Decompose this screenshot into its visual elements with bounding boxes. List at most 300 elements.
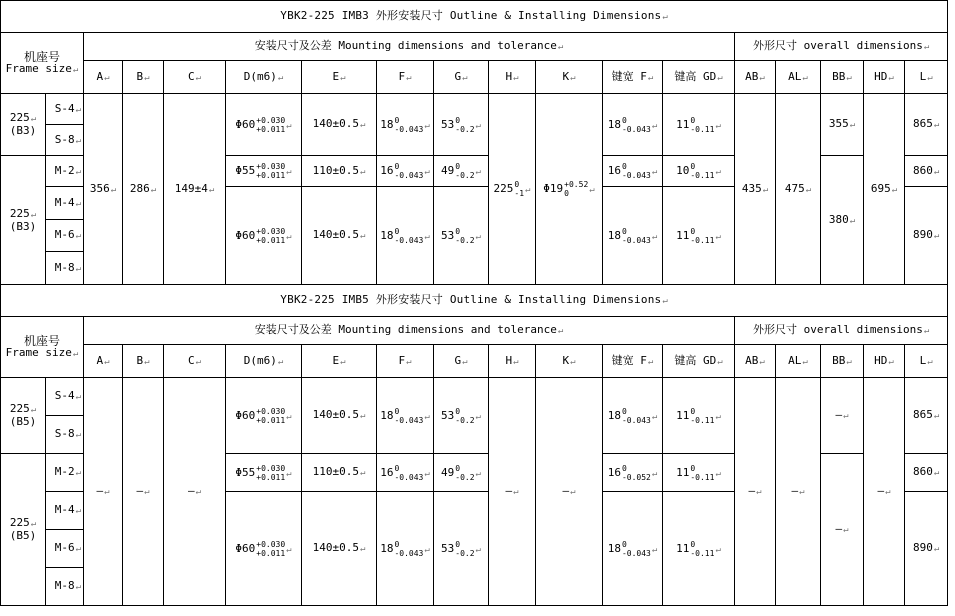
return-mark: ↵ (717, 356, 723, 367)
tolerance-lower: +0.011 (256, 548, 286, 558)
key-depth-g (441, 539, 475, 558)
return-mark: ↵ (927, 356, 933, 367)
value-key-height (663, 94, 735, 156)
cell-text: S-8 (54, 132, 75, 146)
tolerance-lower: -0.043 (621, 548, 651, 558)
cell-text: M-8 (54, 260, 75, 274)
tolerance (455, 464, 474, 482)
return-mark: ↵ (888, 72, 894, 83)
tolerance (622, 116, 651, 134)
key-depth-g (441, 226, 475, 245)
tolerance (455, 227, 474, 245)
tolerance-upper: 0 (455, 115, 461, 125)
tolerance (256, 407, 285, 425)
cell-text: M-6 (54, 541, 75, 554)
col-header-hd (864, 345, 905, 378)
pole-label (46, 378, 84, 416)
return-mark: ↵ (30, 405, 37, 415)
return-mark: ↵ (802, 356, 808, 367)
tolerance (256, 540, 285, 558)
tolerance-upper: 0 (690, 115, 696, 125)
tolerance (455, 116, 474, 134)
return-mark: ↵ (662, 12, 668, 22)
value-k (536, 378, 603, 606)
table-row (1, 345, 948, 378)
tolerance-upper: 0 (394, 406, 400, 416)
return-mark: ↵ (570, 487, 576, 497)
tolerance-upper: +0.030 (256, 406, 286, 416)
cell-text: AL (788, 69, 802, 83)
value-bb (821, 94, 864, 156)
tolerance-lower: 0 (564, 189, 569, 198)
tolerance (622, 162, 651, 180)
value-main: Φ55 (235, 465, 256, 479)
return-mark: ↵ (359, 411, 366, 421)
tolerance (622, 407, 651, 425)
return-mark: ↵ (589, 185, 595, 195)
shaft-diameter (235, 463, 286, 482)
tolerance-lower: -0.2 (455, 415, 475, 425)
return-mark: ↵ (843, 525, 849, 535)
return-mark: ↵ (286, 231, 292, 242)
table-row (1, 317, 948, 345)
tolerance-upper: +0.030 (256, 226, 286, 236)
col-header-c (164, 345, 226, 378)
return-mark: ↵ (104, 72, 110, 83)
cell-text: 110±0.5 (312, 465, 359, 478)
value-l (905, 187, 948, 285)
tolerance-lower: +0.011 (256, 171, 286, 180)
value-g (434, 94, 489, 156)
pole-label (46, 568, 84, 606)
return-mark: ↵ (406, 356, 412, 367)
value-main: Φ60 (235, 228, 256, 242)
pole-label (46, 187, 84, 220)
return-mark: ↵ (647, 356, 654, 367)
value-key-width (603, 454, 663, 492)
tolerance (256, 464, 285, 482)
cell-text: 机座号 (23, 333, 60, 348)
cell-text: — (877, 484, 885, 497)
tolerance-upper: 0 (621, 539, 627, 549)
frame-en-label (1, 63, 83, 76)
tolerance-upper: 0 (621, 463, 627, 473)
value-main: 53 (441, 408, 455, 422)
value-main: 16 (607, 164, 621, 177)
return-mark: ↵ (104, 487, 110, 497)
value-c (164, 94, 226, 285)
cell-text: 外形尺寸 overall dimensions (753, 323, 923, 336)
value-key-width (603, 156, 663, 187)
cell-text: (B3) (9, 124, 37, 137)
return-mark: ↵ (359, 468, 366, 478)
value-main: 18 (607, 228, 621, 242)
value-main: 53 (441, 117, 455, 131)
tolerance (455, 407, 474, 425)
tolerance-upper: 0 (514, 180, 520, 189)
return-mark: ↵ (195, 72, 202, 83)
value-f (377, 378, 434, 454)
tolerance-lower: -0.11 (690, 124, 715, 134)
value-b (123, 378, 164, 606)
cell-text: F (398, 353, 406, 367)
tolerance (622, 227, 651, 245)
cell-text: 435 (741, 181, 762, 195)
value-l (905, 156, 948, 187)
shaft-diameter (235, 162, 286, 180)
cell-text: E (332, 353, 340, 367)
tolerance (690, 464, 714, 482)
key-width-overall (607, 406, 651, 425)
tolerance-lower: -0.2 (455, 124, 475, 134)
cell-text: S-4 (54, 389, 75, 402)
value-main: 49 (441, 465, 455, 479)
col-header-al (776, 61, 821, 94)
tolerance-lower: -0.043 (394, 171, 424, 180)
pole-label (46, 252, 84, 285)
cell-text: M-4 (54, 195, 75, 209)
value-main: 49 (441, 164, 455, 177)
return-mark: ↵ (75, 198, 81, 209)
value-key-width (603, 492, 663, 606)
cell-text: H (505, 353, 513, 367)
col-header-e (302, 345, 377, 378)
key-height-overall (676, 226, 715, 245)
return-mark: ↵ (195, 487, 202, 497)
value-key-width (603, 94, 663, 156)
table-title-text: YBK2-225 IMB5 外形安装尺寸 Outline & Installing Dimensions (280, 293, 662, 306)
cell-text: — (748, 484, 756, 497)
cell-text: M-4 (54, 503, 75, 516)
value-f (377, 492, 434, 606)
return-mark: ↵ (651, 231, 658, 242)
tolerance (690, 227, 714, 245)
tolerance-upper: 0 (690, 406, 696, 416)
cell-text: 安装尺寸及公差 Mounting dimensions and tolerance (254, 323, 557, 336)
return-mark: ↵ (759, 356, 765, 367)
value-d-m6 (226, 187, 302, 285)
key-height-overall (676, 539, 715, 558)
return-mark: ↵ (475, 544, 481, 555)
cell-text: 键宽 F (611, 353, 647, 367)
return-mark: ↵ (651, 544, 658, 555)
return-mark: ↵ (424, 544, 430, 555)
cell-text: D(m6) (243, 69, 277, 83)
return-mark: ↵ (72, 64, 79, 75)
col-header-ab (735, 345, 776, 378)
cell-text: 键高 GD (674, 69, 717, 83)
return-mark: ↵ (759, 72, 765, 83)
return-mark: ↵ (557, 42, 564, 52)
tolerance-upper: 0 (690, 226, 696, 236)
return-mark: ↵ (715, 468, 721, 479)
value-f (377, 94, 434, 156)
col-header-k (536, 345, 603, 378)
return-mark: ↵ (647, 72, 654, 83)
key-width-overall (607, 463, 651, 482)
value-main: 16 (380, 465, 394, 479)
cell-text: AB (745, 69, 759, 83)
key-height-overall (676, 115, 715, 134)
key-width-f (380, 539, 424, 558)
cell-text: 225 (9, 516, 30, 529)
cell-text: L (919, 353, 927, 367)
tolerance-upper: 0 (394, 162, 400, 171)
return-mark: ↵ (30, 114, 37, 124)
cell-text: F (398, 69, 406, 83)
return-mark: ↵ (802, 72, 808, 83)
value-g (434, 187, 489, 285)
tolerance-upper: +0.52 (564, 180, 589, 189)
value-main: Φ55 (235, 164, 256, 177)
cell-text: HD (874, 69, 888, 83)
return-mark: ↵ (513, 72, 519, 83)
tolerance-lower: -0.2 (455, 548, 475, 558)
return-mark: ↵ (715, 411, 721, 422)
value-ab (735, 378, 776, 606)
tolerance-upper: 0 (455, 463, 461, 473)
return-mark: ↵ (424, 231, 430, 242)
return-mark: ↵ (923, 326, 930, 336)
cell-text: 225 (9, 402, 30, 415)
tolerance-upper: +0.030 (256, 115, 286, 125)
cell-text: 机座号 (23, 49, 60, 64)
return-mark: ↵ (277, 356, 284, 367)
cell-text: 键宽 F (611, 69, 647, 83)
tolerance-upper: 0 (455, 539, 461, 549)
return-mark: ↵ (475, 167, 481, 177)
cell-text: BB (832, 353, 846, 367)
cell-text: BB (832, 69, 846, 83)
return-mark: ↵ (933, 411, 940, 421)
tolerance-lower: -0.043 (394, 472, 424, 482)
return-mark: ↵ (570, 356, 576, 367)
key-height-overall (676, 406, 715, 425)
tolerance (256, 116, 285, 134)
key-depth-g (441, 115, 475, 134)
return-mark: ↵ (843, 411, 849, 421)
return-mark: ↵ (475, 411, 481, 422)
table-title (1, 285, 948, 317)
return-mark: ↵ (359, 544, 366, 554)
tolerance-upper: 0 (394, 463, 400, 473)
return-mark: ↵ (462, 72, 468, 83)
cell-text: M-2 (54, 465, 75, 478)
return-mark: ↵ (923, 42, 930, 52)
value-main: 18 (380, 408, 394, 422)
value-f (377, 187, 434, 285)
tolerance-upper: 0 (621, 115, 627, 125)
return-mark: ↵ (286, 167, 292, 177)
pole-label (46, 416, 84, 454)
return-mark: ↵ (651, 468, 658, 479)
col-header-key-width (603, 61, 663, 94)
cell-text: G (454, 69, 462, 83)
value-main: 18 (380, 117, 394, 131)
value-main: 11 (676, 228, 690, 242)
cell-text: 380 (828, 212, 849, 226)
tolerance (394, 407, 423, 425)
col-header-bb (821, 61, 864, 94)
value-main: 16 (380, 164, 394, 177)
value-l (905, 492, 948, 606)
value-al (776, 378, 821, 606)
cell-text: AL (788, 353, 802, 367)
value-e (302, 94, 377, 156)
cell-text: — (791, 484, 799, 497)
return-mark: ↵ (144, 356, 150, 367)
value-a (84, 94, 123, 285)
col-header-key-width (603, 345, 663, 378)
value-key-height (663, 156, 735, 187)
return-mark: ↵ (195, 356, 202, 367)
tolerance (622, 464, 651, 482)
value-d-m6 (226, 94, 302, 156)
value-h (489, 378, 536, 606)
value-key-width (603, 187, 663, 285)
value-ab (735, 94, 776, 285)
value-key-height (663, 187, 735, 285)
table-title-text: YBK2-225 IMB3 外形安装尺寸 Outline & Installing Dimensions (280, 9, 662, 22)
return-mark: ↵ (359, 166, 366, 177)
col-header-b (123, 345, 164, 378)
table-row (1, 1, 948, 33)
value-b (123, 94, 164, 285)
tolerance-upper: 0 (455, 406, 461, 416)
cell-text: — (187, 484, 195, 497)
tolerance (690, 540, 714, 558)
value-main: 18 (607, 117, 621, 131)
value-h (489, 94, 536, 285)
return-mark: ↵ (406, 72, 412, 83)
frame-225-small (1, 94, 46, 156)
cell-text: S-4 (54, 101, 75, 115)
return-mark: ↵ (75, 231, 81, 241)
tolerance-upper: +0.030 (256, 539, 286, 549)
value-hd (864, 94, 905, 285)
return-mark: ↵ (762, 184, 769, 195)
value-d-m6 (226, 492, 302, 606)
cell-text: A (96, 353, 104, 367)
table-row (1, 94, 948, 125)
col-header-ab (735, 61, 776, 94)
return-mark: ↵ (110, 184, 117, 195)
return-mark: ↵ (208, 184, 215, 195)
return-mark: ↵ (30, 519, 37, 529)
value-main: 11 (676, 541, 690, 555)
col-header-d-m6 (226, 61, 302, 94)
return-mark: ↵ (717, 72, 723, 83)
tolerance-upper: 0 (621, 162, 627, 171)
return-mark: ↵ (30, 209, 37, 220)
return-mark: ↵ (144, 487, 150, 497)
value-main: 10 (676, 164, 690, 177)
cell-text: (B3) (9, 219, 37, 233)
value-main: 18 (380, 541, 394, 555)
return-mark: ↵ (557, 326, 564, 336)
tolerance-upper: 0 (394, 226, 400, 236)
cell-text: AB (745, 353, 759, 367)
return-mark: ↵ (651, 167, 658, 177)
return-mark: ↵ (277, 72, 284, 83)
return-mark: ↵ (104, 356, 110, 367)
key-width-f (380, 406, 424, 425)
tolerance-lower: +0.011 (256, 235, 286, 245)
cell-text: 865 (912, 408, 933, 421)
shaft-diameter (235, 406, 286, 425)
tolerance (622, 540, 651, 558)
value-e (302, 378, 377, 454)
return-mark: ↵ (475, 231, 481, 242)
return-mark: ↵ (805, 184, 812, 195)
tolerance (455, 162, 474, 180)
tolerance (690, 407, 714, 425)
value-e (302, 187, 377, 285)
cell-text: D(m6) (243, 353, 277, 367)
value-hd (864, 378, 905, 606)
return-mark: ↵ (849, 215, 856, 226)
overall-header (735, 317, 948, 345)
col-header-g (434, 345, 489, 378)
tolerance-upper: 0 (690, 463, 696, 473)
value-c (164, 378, 226, 606)
cell-text: A (96, 69, 104, 83)
return-mark: ↵ (286, 468, 292, 479)
cell-text: 695 (870, 181, 891, 195)
table-row (1, 61, 948, 94)
tolerance-lower: -0.11 (690, 235, 715, 245)
tolerance-lower: +0.011 (256, 472, 286, 482)
value-bb (821, 156, 864, 285)
tolerance (455, 540, 474, 558)
cell-text: 890 (912, 541, 933, 554)
cell-text: 355 (828, 117, 849, 130)
return-mark: ↵ (891, 184, 898, 195)
return-mark: ↵ (75, 135, 81, 146)
return-mark: ↵ (715, 167, 721, 177)
value-main: Φ60 (235, 117, 256, 131)
tolerance (394, 540, 423, 558)
return-mark: ↵ (72, 348, 79, 359)
value-k (536, 94, 603, 285)
cell-text: K (562, 353, 570, 367)
cell-text: 140±0.5 (312, 117, 359, 130)
return-mark: ↵ (340, 356, 346, 367)
cell-text: 149±4 (174, 181, 208, 195)
return-mark: ↵ (75, 392, 81, 402)
shaft-diameter (235, 539, 286, 558)
value-main: Φ60 (235, 408, 256, 422)
value-main: 225 (493, 182, 514, 195)
cell-text: 键高 GD (674, 353, 717, 367)
value-g (434, 454, 489, 492)
pole-label (46, 454, 84, 492)
col-header-k (536, 61, 603, 94)
value-g (434, 378, 489, 454)
value-key-height (663, 492, 735, 606)
cell-text: G (454, 353, 462, 367)
tolerance (256, 162, 285, 180)
return-mark: ↵ (286, 544, 292, 555)
tolerance-upper: 0 (690, 162, 696, 171)
value-main: 53 (441, 228, 455, 242)
value-g (434, 156, 489, 187)
key-height-overall (676, 162, 715, 180)
return-mark: ↵ (340, 72, 346, 83)
value-h-num (493, 180, 525, 198)
value-k-num (543, 180, 589, 198)
table-row (1, 285, 948, 317)
